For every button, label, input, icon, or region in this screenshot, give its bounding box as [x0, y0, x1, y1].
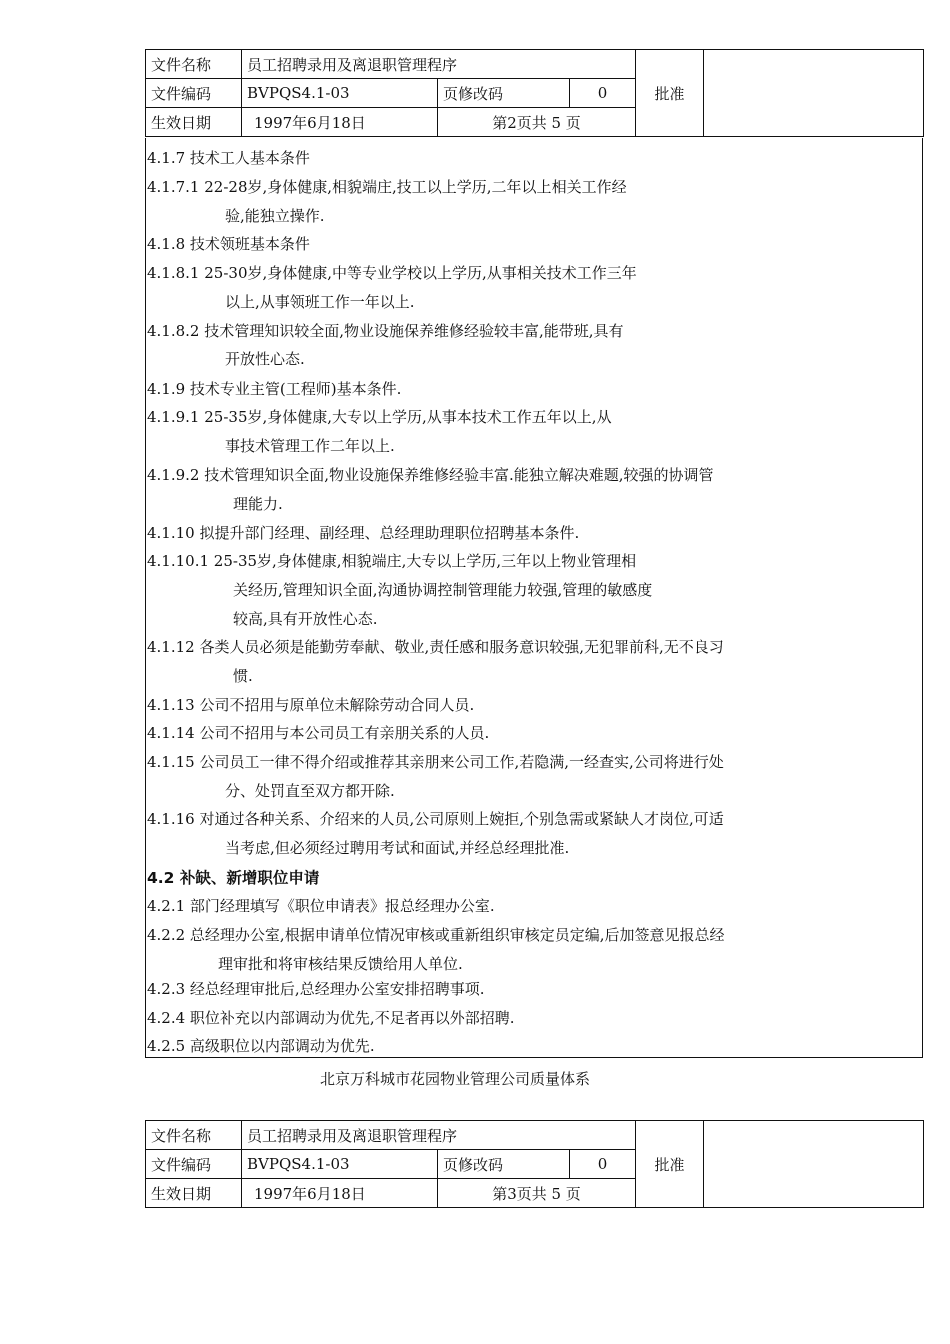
doc-name-value: 员工招聘录用及离退职管理程序	[242, 50, 636, 79]
text-line: 4.2.1 部门经理填写《职位申请表》报总经理办公室.	[147, 897, 495, 915]
text-line: 4.2.3 经总经理审批后,总经理办公室安排招聘事项.	[147, 980, 485, 998]
effective-date-value: 1997年6月18日	[242, 1179, 438, 1208]
approve-signature-cell	[704, 50, 924, 137]
doc-name-value: 员工招聘录用及离退职管理程序	[242, 1121, 636, 1150]
text-line: 较高,具有开放性心态.	[233, 610, 378, 628]
text-line: 4.1.7.1 22-28岁,身体健康,相貌端庄,技工以上学历,二年以上相关工作经	[147, 178, 627, 196]
doc-name-label: 文件名称	[146, 1121, 242, 1150]
text-line: 4.1.10 拟提升部门经理、副经理、总经理助理职位招聘基本条件.	[147, 524, 580, 542]
page-revision-label: 页修改码	[438, 79, 570, 108]
text-line: 4.2.2 总经理办公室,根据申请单位情况审核或重新组织审核定员定编,后加签意见报总经	[147, 926, 725, 944]
text-line: 以上,从事领班工作一年以上.	[225, 293, 415, 311]
document-header-table-next-page	[145, 1120, 924, 1208]
page-number: 第3页共 5 页	[438, 1179, 636, 1208]
text-line: 4.1.12 各类人员必须是能勤劳奉献、敬业,责任感和服务意识较强,无犯罪前科,无不良习	[147, 638, 724, 656]
text-line: 理能力.	[233, 495, 283, 513]
text-line: 4.1.15 公司员工一律不得介绍或推荐其亲朋来公司工作,若隐满,一经查实,公司将进行处	[147, 753, 724, 771]
doc-code-value: BVPQS4.1-03	[242, 79, 438, 108]
text-line: 理审批和将审核结果反馈给用人单位.	[218, 955, 463, 973]
approve-signature-cell	[704, 1121, 924, 1208]
document-header-table	[145, 49, 924, 137]
doc-name-label: 文件名称	[146, 50, 242, 79]
doc-code-label: 文件编码	[146, 1150, 242, 1179]
text-line: 4.1.16 对通过各种关系、介绍来的人员,公司原则上婉拒,个别急需或紧缺人才岗位,可适	[147, 810, 724, 828]
company-footer: 北京万科城市花园物业管理公司质量体系	[319, 1070, 590, 1088]
page-number: 第2页共 5 页	[438, 108, 636, 137]
text-line: 当考虑,但必须经过聘用考试和面试,并经总经理批准.	[225, 839, 570, 857]
text-line: 4.1.9 技术专业主管(工程师)基本条件.	[147, 380, 402, 398]
doc-code-label: 文件编码	[146, 79, 242, 108]
page-revision-label: 页修改码	[438, 1150, 570, 1179]
effective-date-label: 生效日期	[146, 1179, 242, 1208]
text-line: 4.1.10.1 25-35岁,身体健康,相貌端庄,大专以上学历,三年以上物业管理相	[147, 552, 637, 570]
text-line: 4.2.5 高级职位以内部调动为优先.	[147, 1037, 375, 1055]
text-line: 开放性心态.	[225, 350, 305, 368]
text-line: 4.1.8 技术领班基本条件	[147, 235, 310, 253]
approve-label: 批准	[636, 50, 704, 137]
text-line: 惯.	[233, 667, 253, 685]
text-line: 验,能独立操作.	[225, 207, 325, 225]
text-line: 4.1.13 公司不招用与原单位未解除劳动合同人员.	[147, 696, 475, 714]
text-line: 4.1.9.1 25-35岁,身体健康,大专以上学历,从事本技术工作五年以上,从	[147, 408, 612, 426]
text-line: 4.1.8.2 技术管理知识较全面,物业设施保养维修经验较丰富,能带班,具有	[147, 322, 624, 340]
doc-code-value: BVPQS4.1-03	[242, 1150, 438, 1179]
text-line: 4.1.8.1 25-30岁,身体健康,中等专业学校以上学历,从事相关技术工作三年	[147, 264, 637, 282]
text-line: 4.1.9.2 技术管理知识全面,物业设施保养维修经验丰富.能独立解决难题,较强的协调管	[147, 466, 714, 484]
text-line: 关经历,管理知识全面,沟通协调控制管理能力较强,管理的敏感度	[233, 581, 653, 599]
page-revision-value: 0	[570, 1150, 636, 1179]
effective-date-label: 生效日期	[146, 108, 242, 137]
page-revision-value: 0	[570, 79, 636, 108]
text-line: 4.2.4 职位补充以内部调动为优先,不足者再以外部招聘.	[147, 1009, 515, 1027]
effective-date-value: 1997年6月18日	[242, 108, 438, 137]
text-line: 事技术管理工作二年以上.	[225, 437, 395, 455]
text-line: 4.1.14 公司不招用与本公司员工有亲朋关系的人员.	[147, 724, 490, 742]
text-line: 分、处罚直至双方都开除.	[225, 782, 395, 800]
section-heading: 4.2 补缺、新增职位申请	[147, 869, 320, 887]
approve-label: 批准	[636, 1121, 704, 1208]
text-line: 4.1.7 技术工人基本条件	[147, 149, 310, 167]
